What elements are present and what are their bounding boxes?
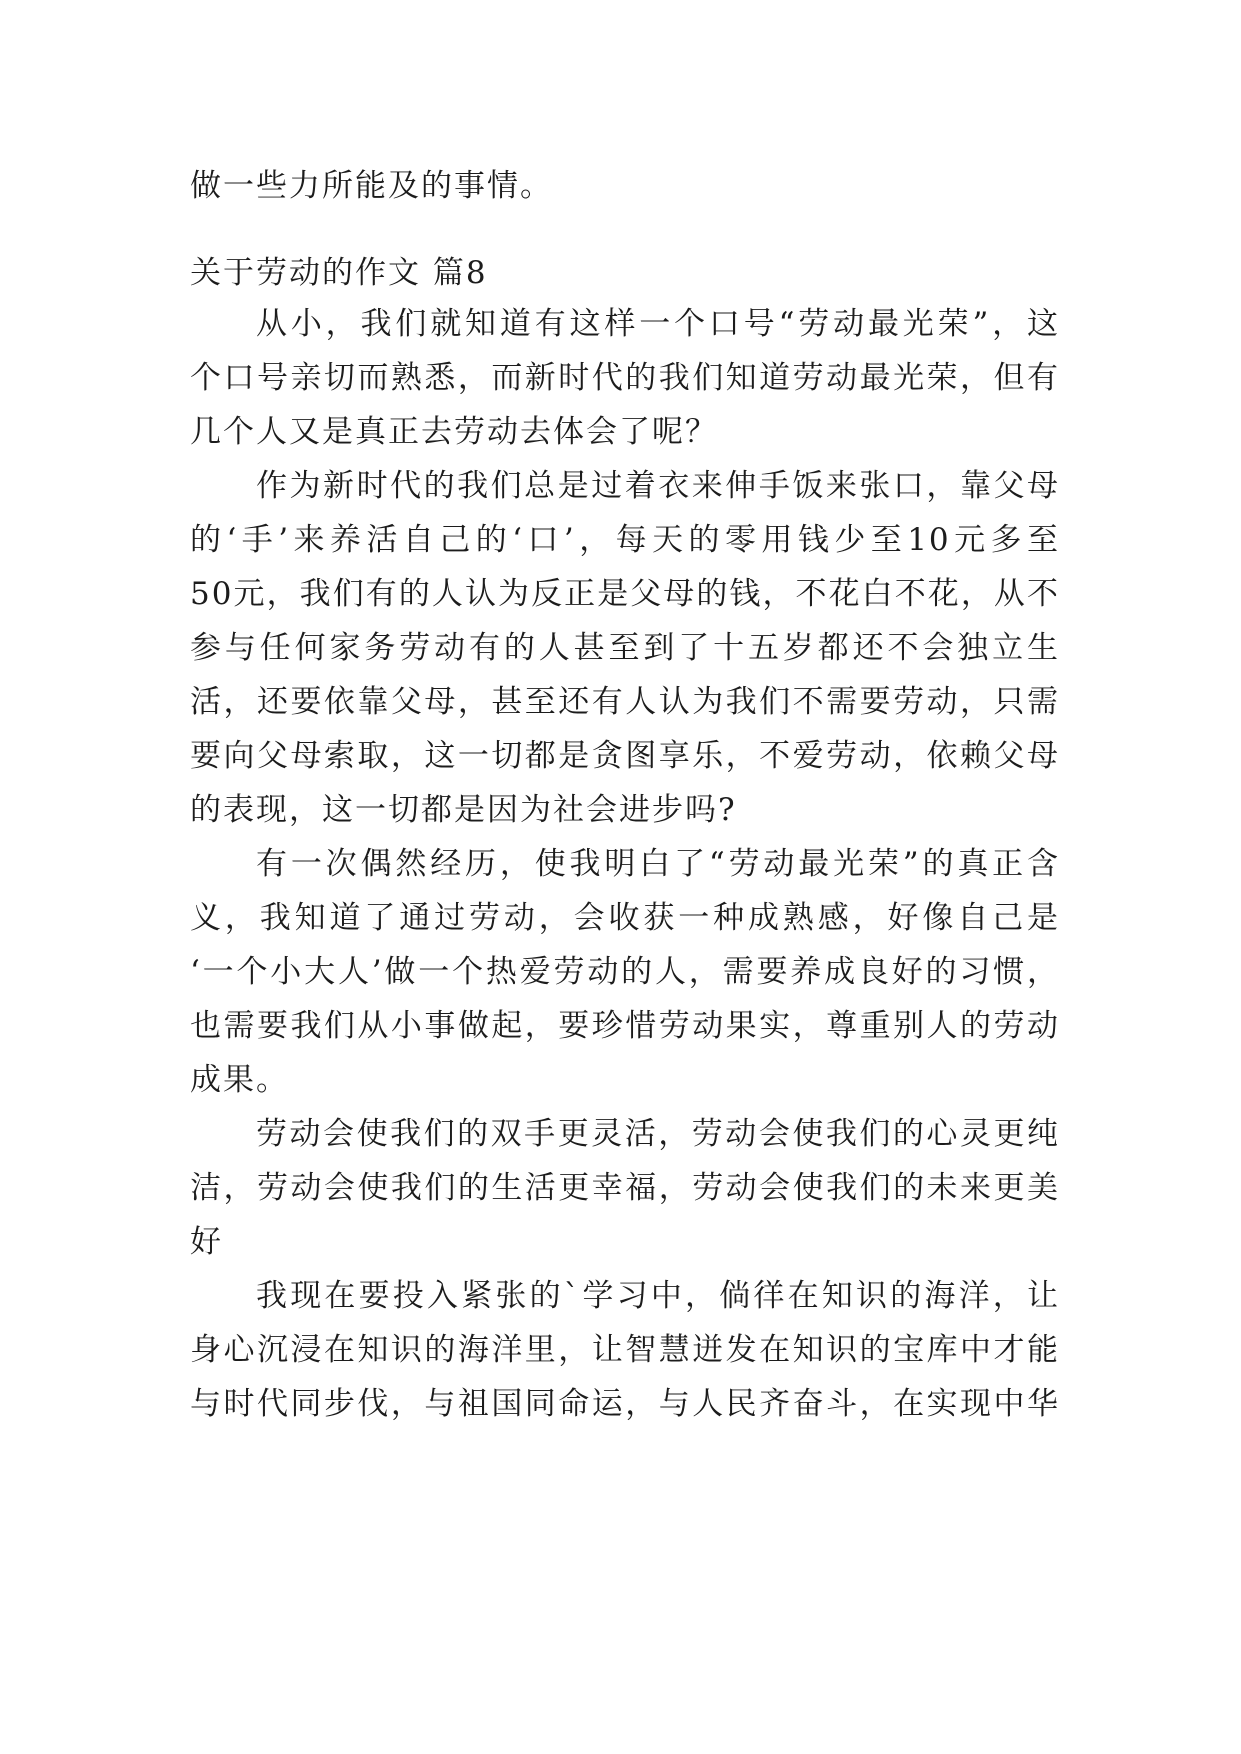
- paragraph-line: 有一次偶然经历，使我明白了“劳动最光荣”的真正含: [256, 846, 1060, 882]
- paragraph-line: 身心沉浸在知识的海洋里，让智慧迸发在知识的宝库中才能: [190, 1332, 1060, 1368]
- paragraph-line: 活，还要依靠父母，甚至还有人认为我们不需要劳动，只需: [190, 684, 1060, 720]
- paragraph-line: 个口号亲切而熟悉，而新时代的我们知道劳动最光荣，但有: [190, 360, 1060, 396]
- paragraph-line: 劳动会使我们的双手更灵活，劳动会使我们的心灵更纯: [256, 1116, 1060, 1152]
- paragraph-line: 做一些力所能及的事情。: [190, 168, 553, 204]
- paragraph-line: 50元，我们有的人认为反正是父母的钱，不花白不花，从不: [190, 576, 1060, 612]
- paragraph-line: 参与任何家务劳动有的人甚至到了十五岁都还不会独立生: [190, 630, 1060, 666]
- paragraph-line: 从小，我们就知道有这样一个口号“劳动最光荣”，这: [256, 306, 1060, 342]
- paragraph-line: 与时代同步伐，与祖国同命运，与人民齐奋斗，在实现中华: [190, 1386, 1060, 1422]
- paragraph-line: 的表现，这一切都是因为社会进步吗?: [190, 792, 737, 828]
- paragraph-line: 洁，劳动会使我们的生活更幸福，劳动会使我们的未来更美: [190, 1170, 1060, 1206]
- paragraph-line: ‘一个小大人’做一个热爱劳动的人，需要养成良好的习惯，: [190, 954, 1060, 990]
- section-heading: 关于劳动的作文 篇8: [190, 255, 488, 291]
- paragraph-line: 好: [190, 1224, 223, 1260]
- paragraph-line: 要向父母索取，这一切都是贪图享乐，不爱劳动，依赖父母: [190, 738, 1060, 774]
- paragraph-line: 的‘手’来养活自己的‘口’，每天的零用钱少至10元多至: [190, 522, 1060, 558]
- paragraph-line: 义，我知道了通过劳动，会收获一种成熟感，好像自己是: [190, 900, 1060, 936]
- paragraph-line: 几个人又是真正去劳动去体会了呢？: [190, 414, 718, 450]
- paragraph-line: 我现在要投入紧张的`学习中，倘徉在知识的海洋，让: [256, 1278, 1060, 1314]
- paragraph-line: 作为新时代的我们总是过着衣来伸手饭来张口，靠父母: [256, 468, 1060, 504]
- paragraph-line: 成果。: [190, 1062, 289, 1098]
- paragraph-line: 也需要我们从小事做起，要珍惜劳动果实，尊重别人的劳动: [190, 1008, 1060, 1044]
